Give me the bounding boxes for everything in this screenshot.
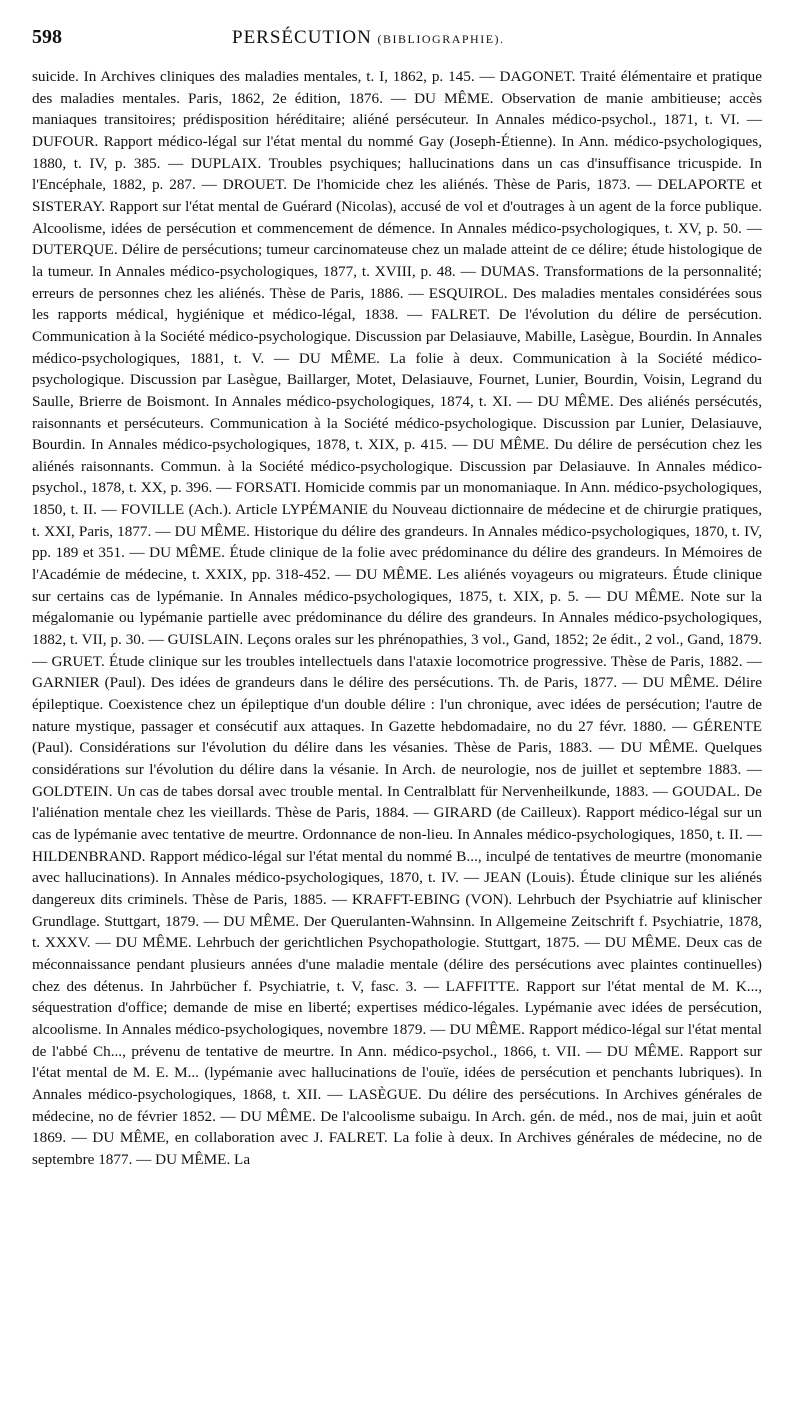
running-title-main: PERSÉCUTION	[232, 27, 372, 48]
running-title	[232, 27, 505, 49]
bibliography-paragraph: suicide. In Archives cliniques des maladies mentales, t. I, 1862, p. 145. — DAGONET. Traité élémentaire et pratique des maladies mentales. Paris, 1862, 2e édition, 1876. — DU MÊME. Observation de manie ambitieuse; accès maniaques transitoires; prédisposition héréditaire; aliéné persécuteur. In Annales médico-psychol., 1871, t. VI. — DUFOUR. Rapport médico-légal sur l'état mental du nommé Gay (Joseph-Étienne). In Ann. médico-psychologiques, 1880, t. IV, p. 385. — DUPLAIX. Troubles psychiques; hallucinations dans un cas d'insuffisance tricuspide. In l'Encéphale, 1882, p. 287. — DROUET. De l'homicide chez les aliénés. Thèse de Paris, 1873. — DELAPORTE et SISTERAY. Rapport sur l'état mental de Guérard (Nicolas), accusé de vol et d'outrages à un agent de la force publique. Alcoolisme, idées de persécution et commencement de démence. In Annales médico-psychologiques, t. XV, p. 50. — DUTERQUE. Délire de persécutions; tumeur carcinomateuse chez un malade atteint de ce délire; étude histologique de la tumeur. In Annales médico-psychologiques, 1877, t. XVIII, p. 48. — DUMAS. Transformations de la personnalité; erreurs de personnes chez les aliénés. Thèse de Paris, 1886. — ESQUIROL. Des maladies mentales considérées sous les rapports médical, hygiénique et médico-légal, 1838. — FALRET. De l'évolution du délire de persécution. Communication à la Société médico-psychologique. Discussion par Delasiauve, Mabille, Lasègue, Bourdin. In Annales médico-psychologiques, 1881, t. V. — DU MÊME. La folie à deux. Communication à la Société médico-psychologique. Discussion par Lasègue, Baillarger, Motet, Delasiauve, Fournet, Lunier, Bourdin, Voisin, Legrand du Saulle, Brierre de Boismont. In Annales médico-psychologiques, 1874, t. XI. — DU MÊME. Des aliénés persécutés, raisonnants et persécuteurs. Communication à la Société médico-psychologique. Discussion par Lunier, Delasiauve, Bourdin. In Annales médico-psychologiques, 1878, t. XIX, p. 415. — DU MÊME. Du délire de persécution chez les aliénés raisonnants. Commun. à la Société médico-psychologique. Discussion par Delasiauve. In Annales médico-psychol., 1878, t. XX, p. 396. — FORSATI. Homicide commis par un monomaniaque. In Ann. médico-psychologiques, 1850, t. II. — FOVILLE (Ach.). Article LYPÉMANIE du Nouveau dictionnaire de médecine et de chirurgie pratiques, t. XXI, Paris, 1877. — DU MÊME. Historique du délire des grandeurs. In Annales médico-psychologiques, 1870, t. IV, pp. 189 et 351. — DU MÊME. Étude clinique de la folie avec prédominance du délire des grandeurs. In Mémoires de l'Académie de médecine, t. XXIX, pp. 318-452. — DU MÊME. Les aliénés voyageurs ou migrateurs. Étude clinique sur certains cas de lypémanie. In Annales médico-psychologiques, 1875, t. XIX, p. 5. — DU MÊME. Note sur la mégalomanie ou lypémanie partielle avec prédominance du délire des grandeurs. In Annales médico-psychologiques, 1882, t. VII, p. 30. — GUISLAIN. Leçons orales sur les phrénopathies, 3 vol., Gand, 1852; 2e édit., 2 vol., Gand, 1879. — GRUET. Étude clinique sur les troubles intellectuels dans l'ataxie locomotrice progressive. Thèse de Paris, 1882. — GARNIER (Paul). Des idées de grandeurs dans le délire des persécutions. Th. de Paris, 1877. — DU MÊME. Délire épileptique. Coexistence chez un épileptique d'un double délire : l'un chronique, avec idées de persécution; l'autre de nature mystique, passager et consécutif aux attaques. In Gazette hebdomadaire, no du 27 févr. 1880. — GÉRENTE (Paul). Considérations sur l'évolution du délire dans les vésanies. Thèse de Paris, 1883. — DU MÊME. Quelques considérations sur l'évolution du délire dans la vésanie. In Arch. de neurologie, nos de juillet et septembre 1883. — GOLDTEIN. Un cas de tabes dorsal avec trouble mental. In Centralblatt für Nervenheilkunde, 1883. — GOUDAL. De l'aliénation mentale chez les vieillards. Thèse de Paris, 1884. — GIRARD (de Cailleux). Rapport médico-légal sur un cas de lypémanie avec tentative de meurtre. Ordonnance de non-lieu. In Annales médico-psychologiques, 1850, t. II. — HILDENBRAND. Rapport médico-légal sur l'état mental du nommé B..., inculpé de tentatives de meurtre (monomanie avec hallucinations). In Annales médico-psychologiques, 1870, t. IV. — JEAN (Louis). Étude clinique sur les aliénés dangereux dits criminels. Thèse de Paris, 1885. — KRAFFT-EBING (VON). Lehrbuch der Psychiatrie auf klinischer Grundlage. Stuttgart, 1879. — DU MÊME. Der Querulanten-Wahnsinn. In Allgemeine Zeitschrift f. Psychiatrie, 1878, t. XXXV. — DU MÊME. Lehrbuch der gerichtlichen Psychopathologie. Stuttgart, 1875. — DU MÊME. Deux cas de méconnaissance pendant plusieurs années d'une maladie mentale (délire des persécutions avec plaintes continuelles) chez des détenus. In Jahrbücher f. Psychiatrie, t. V, fasc. 3. — LAFFITTE. Rapport sur l'état mental de M. K..., séquestration d'office; demande de mise en liberté; expertises médico-légales. Lypémanie avec idées de persécution, alcoolisme. In Annales médico-psychologiques, novembre 1879. — DU MÊME. Rapport médico-légal sur l'état mental de l'abbé Ch..., prévenu de tentative de meurtre. In Ann. médico-psychol., 1866, t. VII. — DU MÊME. Rapport sur l'état mental de M. E. M... (lypémanie avec hallucinations de l'ouïe, idées de persécution et penchants lubriques). In Annales médico-psychologiques, 1868, t. XII. — LASÈGUE. Du délire des persécutions. In Archives générales de médecine, no de février 1852. — DU MÊME. De l'alcoolisme subaigu. In Arch. gén. de méd., nos de mai, juin et août 1869. — DU MÊME, en collaboration avec J. FALRET. La folie à deux. In Archives générales de médecine, no de septembre 1877. — DU MÊME. La	[32, 68, 762, 1168]
running-title-sub: (BIBLIOGRAPHIE).	[377, 32, 505, 46]
page-header	[32, 26, 762, 62]
page-number: 598	[32, 26, 62, 48]
bibliography-text	[32, 66, 762, 1170]
